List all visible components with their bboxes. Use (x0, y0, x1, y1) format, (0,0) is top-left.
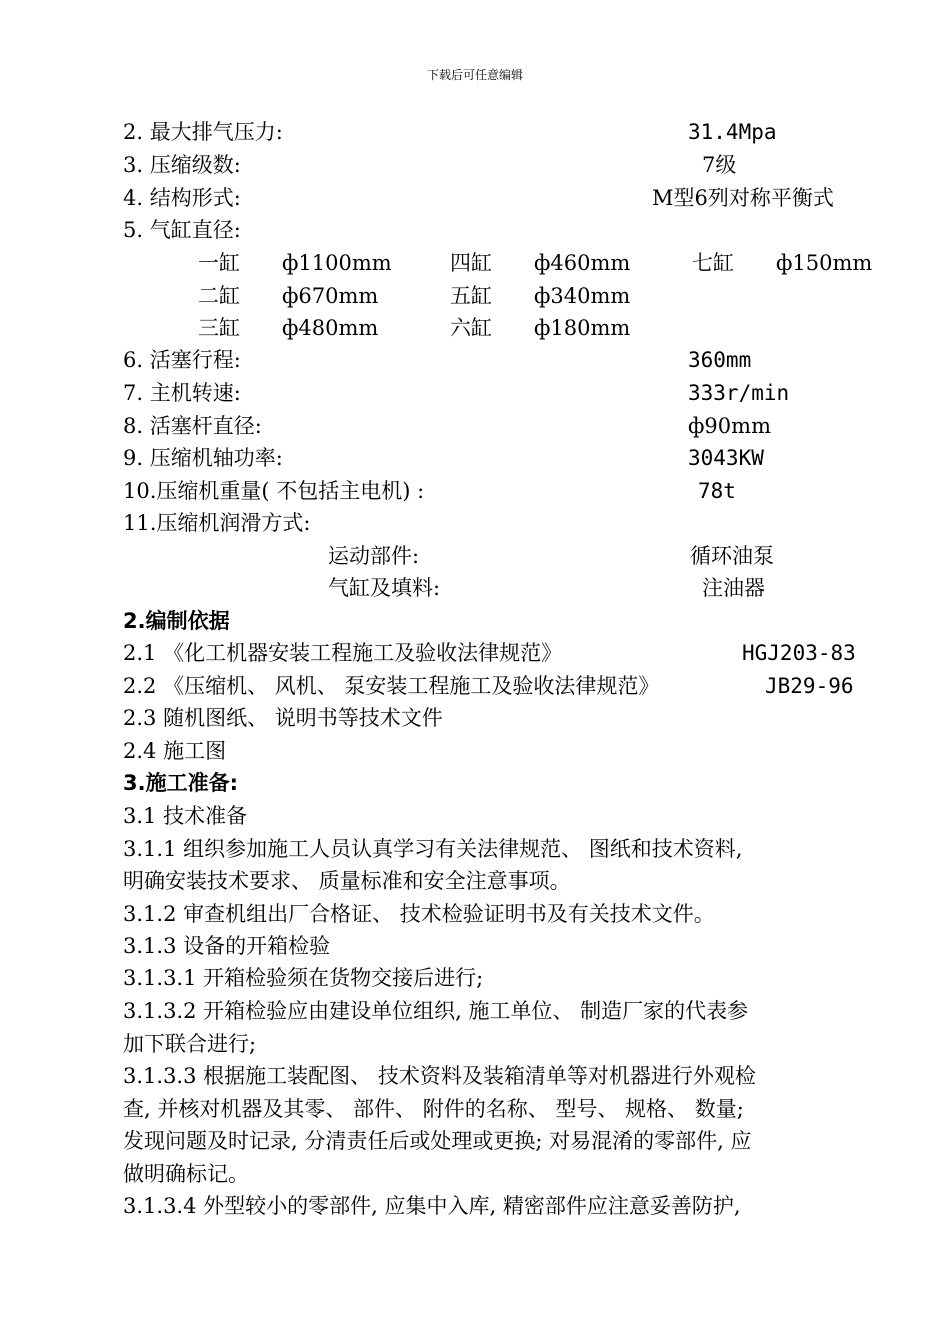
reference-item: 2.3 随机图纸、 说明书等技术文件 (123, 706, 443, 730)
spec-label: 5. 气缸直径: (123, 218, 241, 242)
spec-label: 6. 活塞行程: (123, 348, 241, 372)
reference-item: 2.2 《压缩机、 风机、 泵安装工程施工及验收法律规范》 (123, 674, 660, 698)
spec-label: 4. 结构形式: (123, 186, 241, 210)
cylinder-name: 七缸 (692, 251, 734, 275)
paragraph-line: 加下联合进行; (123, 1032, 257, 1056)
cylinder-name: 六缸 (450, 316, 492, 340)
cylinder-diameter: ф460mm (534, 251, 631, 275)
lubrication-method: 循环油泵 (690, 544, 774, 568)
reference-item: 2.1 《化工机器安装工程施工及验收法律规范》 (123, 641, 563, 665)
cylinder-diameter: ф180mm (534, 316, 631, 340)
spec-value: 31.4Mpa (688, 120, 777, 144)
spec-value: 78t (698, 479, 736, 503)
cylinder-diameter: ф670mm (282, 284, 379, 308)
reference-code: JB29-96 (765, 674, 854, 698)
spec-label: 7. 主机转速: (123, 381, 241, 405)
spec-label: 3. 压缩级数: (123, 153, 241, 177)
section-heading: 3.施工准备: (123, 771, 238, 795)
spec-label: 9. 压缩机轴功率: (123, 446, 283, 470)
spec-value: M型6列对称平衡式 (652, 186, 834, 210)
paragraph-line: 查, 并核对机器及其零、 部件、 附件的名称、 型号、 规格、 数量; (123, 1097, 744, 1121)
paragraph-line: 3.1.3.1 开箱检验须在货物交接后进行; (123, 966, 484, 990)
spec-value: ф90mm (688, 414, 771, 438)
spec-label: 10.压缩机重量( 不包括主电机) : (123, 479, 425, 503)
lubrication-part: 气缸及填料: (328, 576, 441, 600)
reference-code: HGJ203-83 (742, 641, 856, 665)
cylinder-diameter: ф150mm (776, 251, 873, 275)
paragraph-line: 做明确标记。 (123, 1162, 249, 1186)
cylinder-name: 四缸 (450, 251, 492, 275)
paragraph-line: 3.1.3.4 外型较小的零部件, 应集中入库, 精密部件应注意妥善防护, (123, 1194, 741, 1218)
lubrication-part: 运动部件: (328, 544, 420, 568)
paragraph-line: 3.1.2 审查机组出厂合格证、 技术检验证明书及有关技术文件。 (123, 902, 715, 926)
page-header: 下载后可任意编辑 (426, 68, 523, 82)
cylinder-diameter: ф1100mm (282, 251, 392, 275)
paragraph-line: 3.1.1 组织参加施工人员认真学习有关法律规范、 图纸和技术资料, (123, 837, 743, 861)
spec-label: 8. 活塞杆直径: (123, 414, 262, 438)
spec-value: 7级 (702, 153, 737, 177)
paragraph-line: 3.1.3 设备的开箱检验 (123, 934, 331, 958)
paragraph-line: 发现问题及时记录, 分清责任后或处理或更换; 对易混淆的零部件, 应 (123, 1129, 752, 1153)
spec-label: 11.压缩机润滑方式: (123, 511, 311, 535)
cylinder-diameter: ф340mm (534, 284, 631, 308)
cylinder-name: 五缸 (450, 284, 492, 308)
paragraph-line: 3.1.3.2 开箱检验应由建设单位组织, 施工单位、 制造厂家的代表参 (123, 999, 749, 1023)
reference-item: 2.4 施工图 (123, 739, 227, 763)
spec-value: 360mm (688, 348, 752, 372)
section-heading: 2.编制依据 (123, 609, 230, 633)
cylinder-name: 一缸 (198, 251, 240, 275)
cylinder-name: 三缸 (198, 316, 240, 340)
paragraph-line: 3.1.3.3 根据施工装配图、 技术资料及装箱清单等对机器进行外观检 (123, 1064, 756, 1088)
spec-value: 3043KW (688, 446, 764, 470)
cylinder-diameter: ф480mm (282, 316, 379, 340)
spec-value: 333r/min (688, 381, 790, 405)
spec-label: 2. 最大排气压力: (123, 120, 283, 144)
paragraph-line: 3.1 技术准备 (123, 804, 248, 828)
lubrication-method: 注油器 (702, 576, 765, 600)
cylinder-name: 二缸 (198, 284, 240, 308)
paragraph-line: 明确安装技术要求、 质量标准和安全注意事项。 (123, 869, 571, 893)
